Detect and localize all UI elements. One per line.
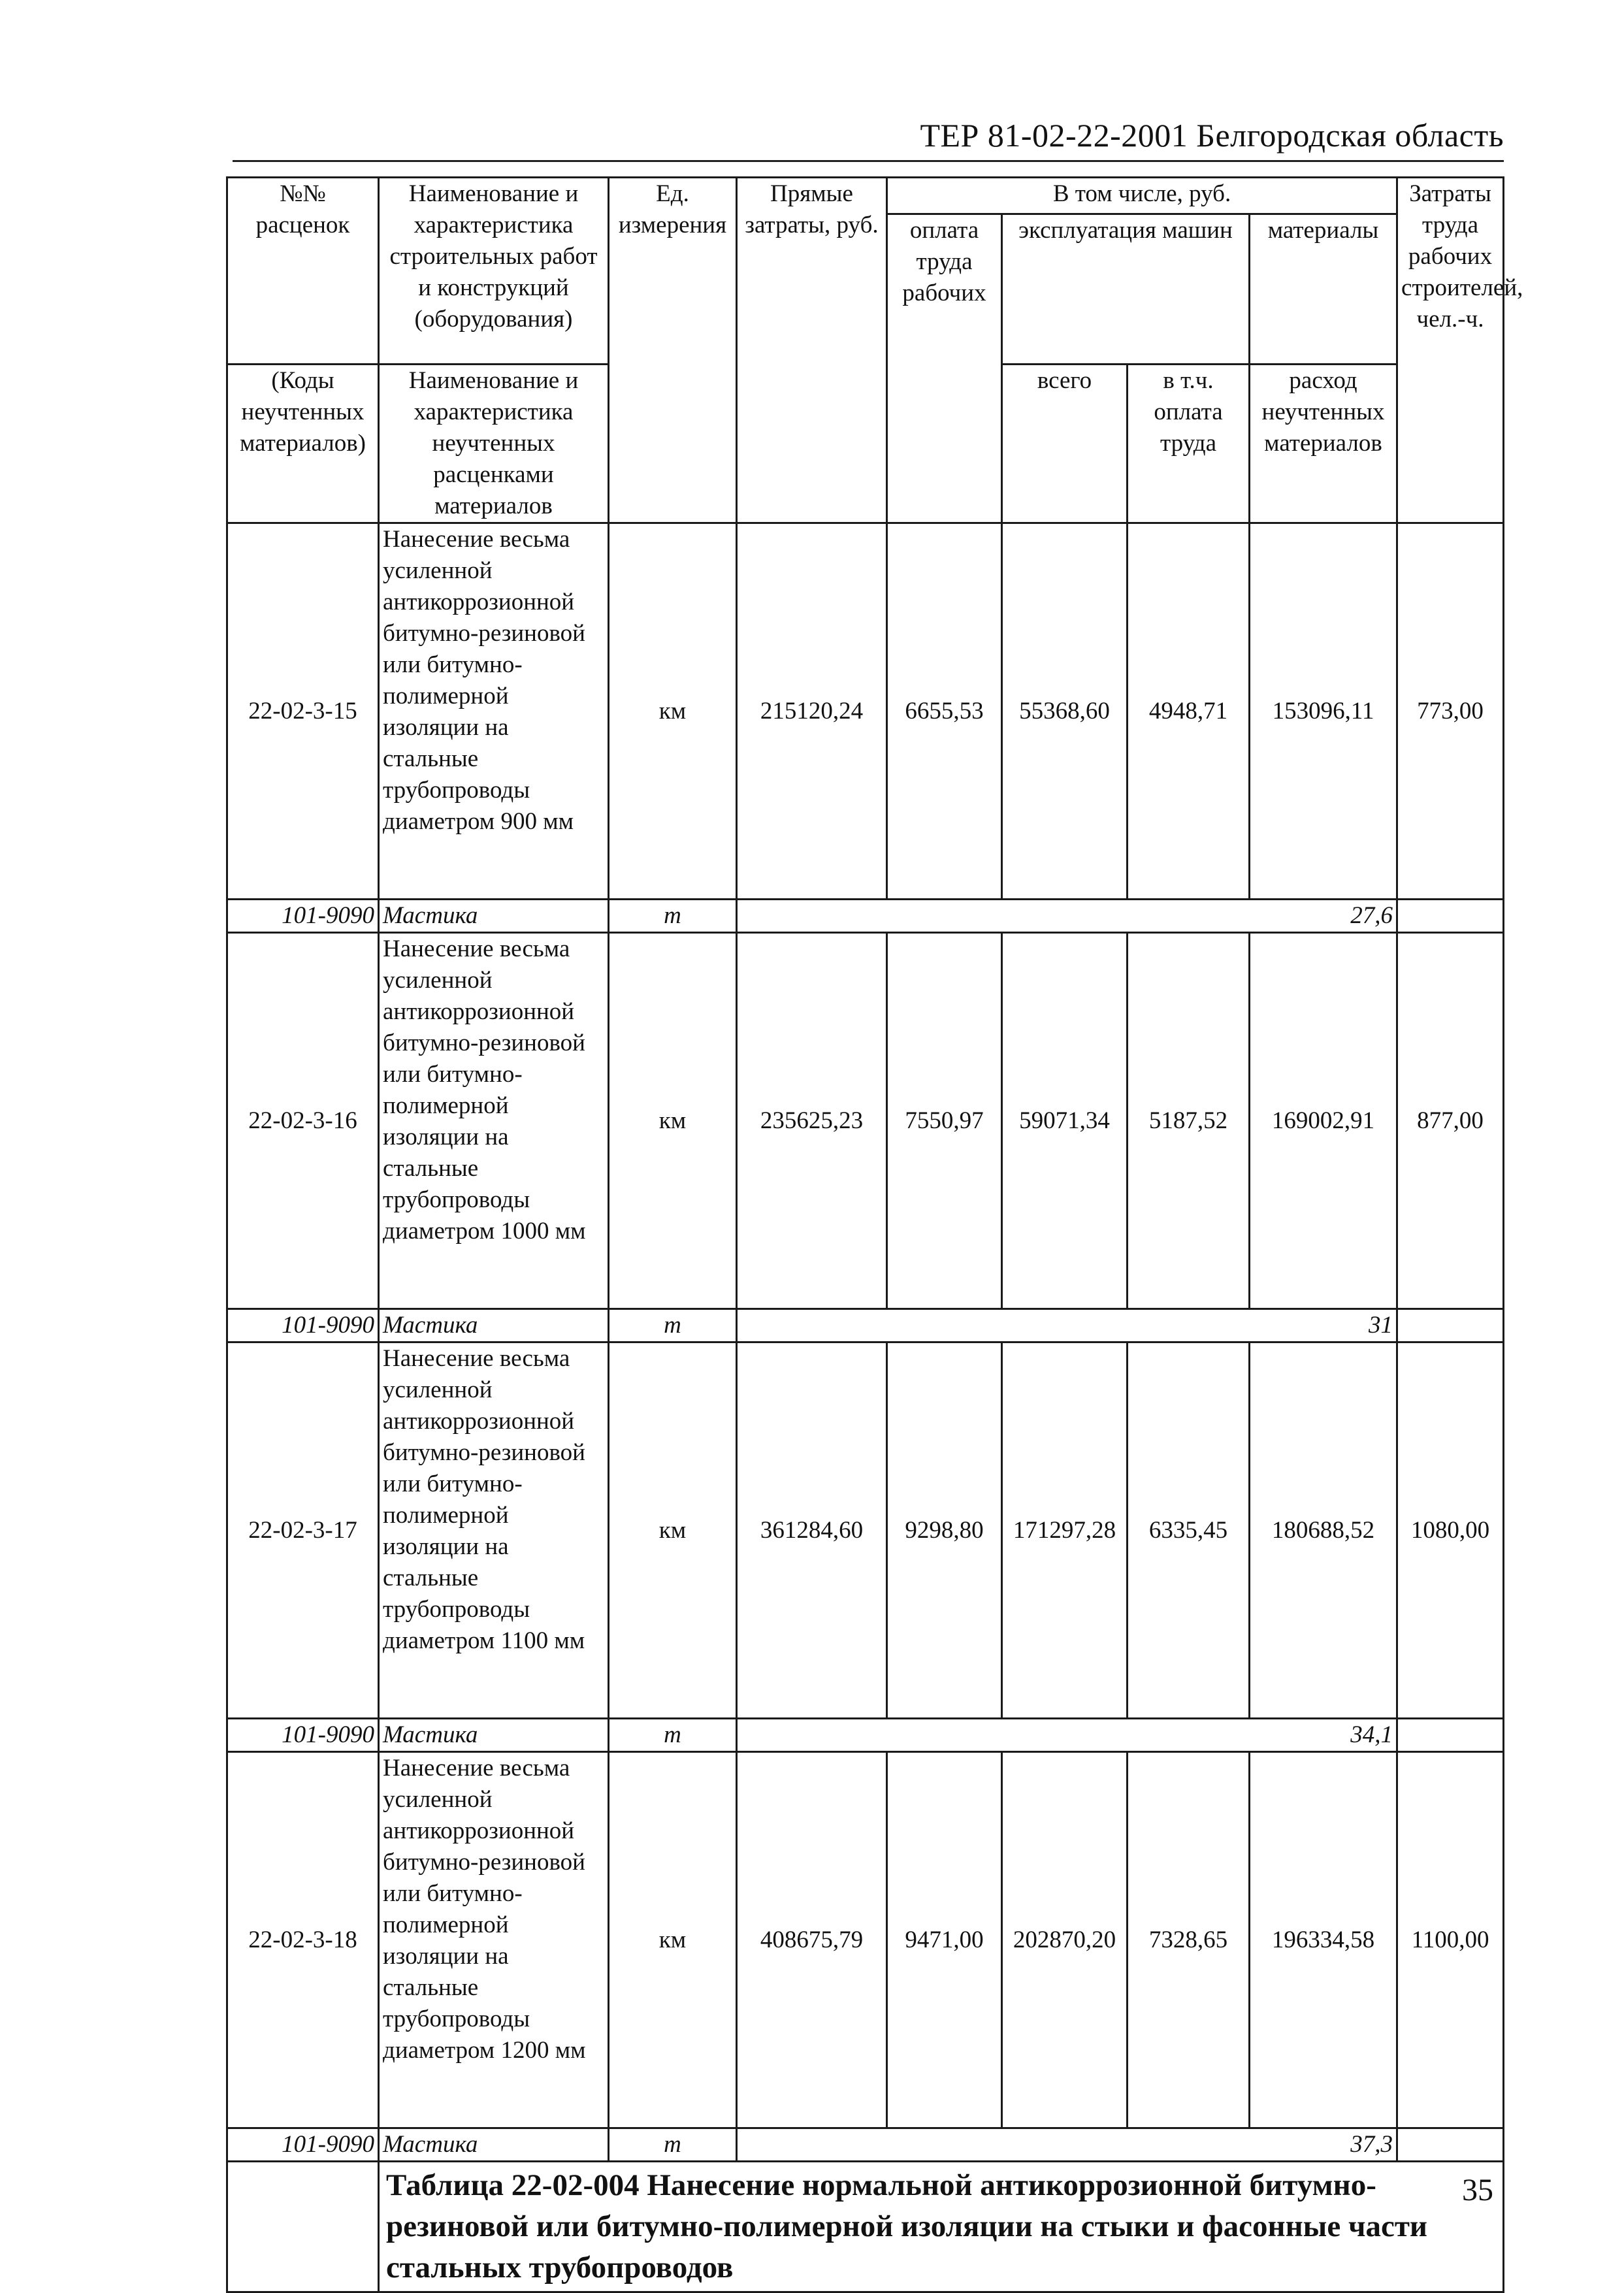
material-empty <box>1397 2128 1504 2162</box>
col-header-code: №№ расценок <box>227 178 379 365</box>
material-unit: т <box>609 1309 737 1342</box>
col-header-labor: Затраты труда рабочих строителей, чел.-ч. <box>1397 178 1504 523</box>
material-row <box>227 900 1504 933</box>
rates-table <box>226 176 1523 2293</box>
rate-row <box>227 1752 1504 2128</box>
material-code: 101-9090 <box>227 2128 379 2162</box>
rate-direct-cost: 361284,60 <box>737 1342 887 1719</box>
rate-name: Нанесение весьма усиленной антикоррозионной битумно-резиновой или битумно-полимерной изоляции на стальные трубопроводы диаметром 900 мм <box>379 523 609 900</box>
title-code-empty <box>227 2162 379 2292</box>
rate-wages: 7550,97 <box>887 933 1002 1309</box>
rate-machines-total: 202870,20 <box>1002 1752 1128 2128</box>
rate-materials: 169002,91 <box>1250 933 1397 1309</box>
rate-machines-total: 59071,34 <box>1002 933 1128 1309</box>
rate-labor: 1100,00 <box>1397 1752 1504 2128</box>
col-header-machines-wages: в т.ч. оплата труда <box>1128 365 1250 523</box>
rate-name: Нанесение весьма усиленной антикоррозионной битумно-резиновой или битумно-полимерной изоляции на стальные трубопроводы диаметром 1000 мм <box>379 933 609 1309</box>
rate-materials: 153096,11 <box>1250 523 1397 900</box>
rate-row <box>227 933 1504 1309</box>
header-rule <box>233 160 1504 162</box>
col-header-material-code: (Коды неучтенных материалов) <box>227 365 379 523</box>
material-row <box>227 1309 1504 1342</box>
rate-unit: км <box>609 1752 737 2128</box>
rate-wages: 9298,80 <box>887 1342 1002 1719</box>
material-quantity: 37,3 <box>737 2128 1397 2162</box>
material-quantity: 31 <box>737 1309 1397 1342</box>
rate-wages: 6655,53 <box>887 523 1002 900</box>
rate-machines-total: 55368,60 <box>1002 523 1128 900</box>
rates-body <box>227 178 1523 2292</box>
col-header-direct: Прямые затраты, руб. <box>737 178 887 523</box>
material-quantity: 27,6 <box>737 900 1397 933</box>
material-name: Мастика <box>379 1719 609 1752</box>
col-header-name: Наименование и характеристика строительных работ и конструкций (оборудования) <box>379 178 609 365</box>
rate-direct-cost: 215120,24 <box>737 523 887 900</box>
page-header: ТЕР 81-02-22-2001 Белгородская область <box>920 117 1504 154</box>
material-quantity: 34,1 <box>737 1719 1397 1752</box>
rate-labor: 1080,00 <box>1397 1342 1504 1719</box>
rate-row <box>227 1342 1504 1719</box>
col-header-material-consumption: расход неучтенных материалов <box>1250 365 1397 523</box>
material-unit: т <box>609 2128 737 2162</box>
rate-machines-wages: 4948,71 <box>1128 523 1250 900</box>
rate-name: Нанесение весьма усиленной антикоррозионной битумно-резиновой или битумно-полимерной изоляции на стальные трубопроводы диаметром 1100 мм <box>379 1342 609 1719</box>
rate-name: Нанесение весьма усиленной антикоррозионной битумно-резиновой или битумно-полимерной изоляции на стальные трубопроводы диаметром 1200 мм <box>379 1752 609 2128</box>
rate-unit: км <box>609 933 737 1309</box>
table-title-row <box>227 2162 1504 2292</box>
material-name: Мастика <box>379 900 609 933</box>
material-name: Мастика <box>379 2128 609 2162</box>
rate-code: 22-02-3-17 <box>227 1342 379 1719</box>
page-number: 35 <box>1462 2173 1493 2207</box>
rate-machines-total: 171297,28 <box>1002 1342 1128 1719</box>
rate-machines-wages: 6335,45 <box>1128 1342 1250 1719</box>
rate-materials: 196334,58 <box>1250 1752 1397 2128</box>
rate-code: 22-02-3-16 <box>227 933 379 1309</box>
col-header-machines: эксплуатация машин <box>1002 214 1250 365</box>
material-unit: т <box>609 900 737 933</box>
rate-direct-cost: 235625,23 <box>737 933 887 1309</box>
rate-labor: 877,00 <box>1397 933 1504 1309</box>
rate-unit: км <box>609 523 737 900</box>
col-header-materials: материалы <box>1250 214 1397 365</box>
rate-machines-wages: 5187,52 <box>1128 933 1250 1309</box>
rate-code: 22-02-3-15 <box>227 523 379 900</box>
rate-unit: км <box>609 1342 737 1719</box>
col-header-incl: В том числе, руб. <box>887 178 1397 214</box>
rate-machines-wages: 7328,65 <box>1128 1752 1250 2128</box>
col-header-unit: Ед. измерения <box>609 178 737 523</box>
col-header-material-name: Наименование и характеристика неучтенных расценками материалов <box>379 365 609 523</box>
table-title: Таблица 22-02-004 Нанесение нормальной антикоррозионной битумно-резиновой или битумно-полимерной изоляции на стыки и фасонные части стальных трубопроводов <box>379 2162 1504 2292</box>
rate-code: 22-02-3-18 <box>227 1752 379 2128</box>
col-header-wages: оплата труда рабочих <box>887 214 1002 523</box>
material-row <box>227 2128 1504 2162</box>
col-header-machines-total: всего <box>1002 365 1128 523</box>
rate-materials: 180688,52 <box>1250 1342 1397 1719</box>
header-row-1 <box>227 178 1504 214</box>
material-code: 101-9090 <box>227 1719 379 1752</box>
material-unit: т <box>609 1719 737 1752</box>
material-empty <box>1397 1719 1504 1752</box>
material-empty <box>1397 1309 1504 1342</box>
rate-labor: 773,00 <box>1397 523 1504 900</box>
rate-wages: 9471,00 <box>887 1752 1002 2128</box>
rate-direct-cost: 408675,79 <box>737 1752 887 2128</box>
material-row <box>227 1719 1504 1752</box>
material-code: 101-9090 <box>227 1309 379 1342</box>
material-code: 101-9090 <box>227 900 379 933</box>
material-name: Мастика <box>379 1309 609 1342</box>
rate-row <box>227 523 1504 900</box>
material-empty <box>1397 900 1504 933</box>
